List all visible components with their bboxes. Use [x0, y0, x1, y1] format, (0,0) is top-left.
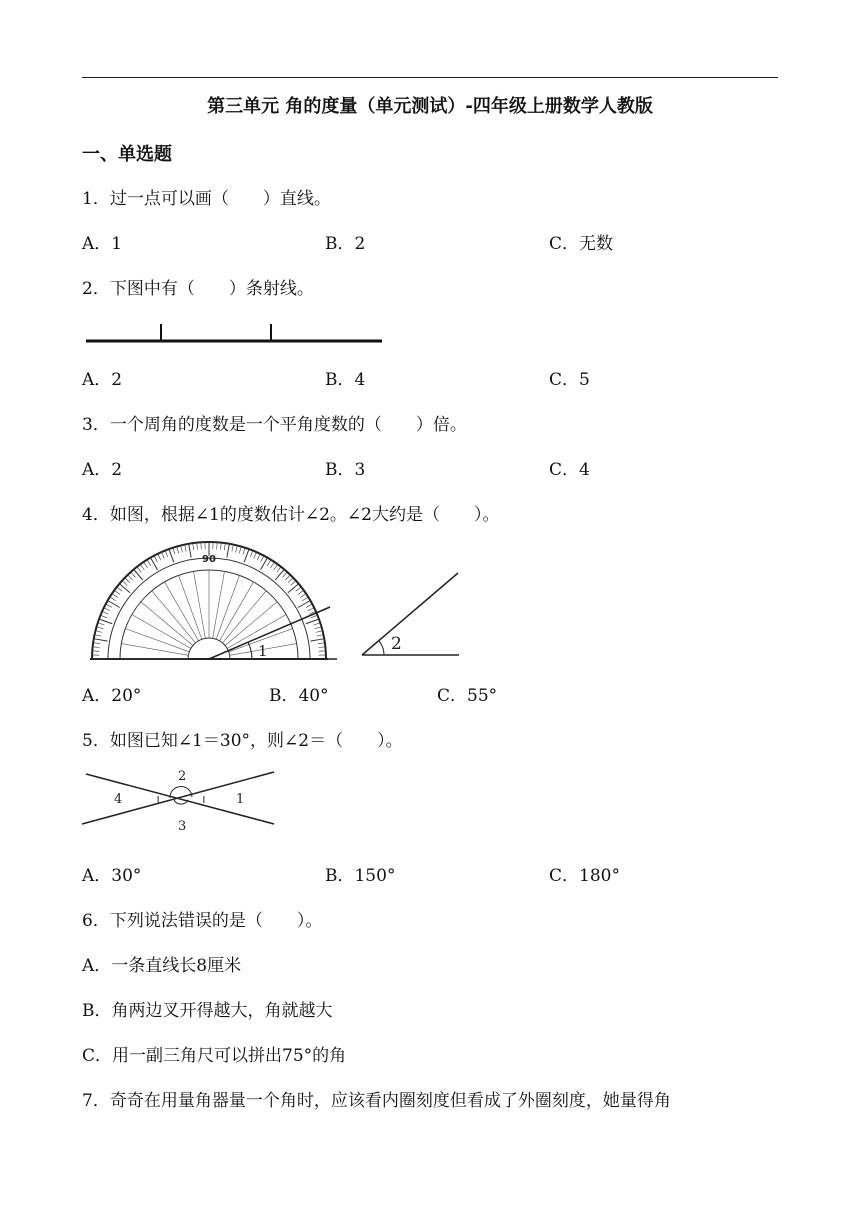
protractor-90-mark: 90 [202, 554, 216, 565]
angle-3-mark: 3 [178, 819, 187, 832]
q6-option-a: A．一条直线长8厘米 [82, 956, 242, 976]
angle-4-mark: 4 [114, 792, 123, 807]
q4-option-b: B．40° [269, 686, 329, 706]
q5-option-c: C．180° [549, 866, 620, 886]
angle-1-label: 1 [258, 642, 268, 660]
q4-option-a: A．20° [82, 686, 142, 706]
q3-option-a: A．2 [82, 460, 123, 480]
question-5: 5．如图已知∠1＝30°，则∠2＝（ ）。 [82, 731, 403, 751]
rays-figure [84, 318, 384, 350]
q2-option-c: C．5 [549, 370, 590, 390]
protractor-figure [82, 537, 494, 667]
angle-2-label: 2 [391, 634, 402, 654]
q3-option-b: B．3 [325, 460, 366, 480]
intersecting-lines-figure [80, 766, 280, 832]
angle-1-mark: 1 [236, 792, 245, 807]
q1-option-b: B．2 [325, 234, 366, 254]
q3-option-c: C．4 [549, 460, 590, 480]
q6-option-c: C．用一副三角尺可以拼出75°的角 [82, 1046, 347, 1066]
header-rule [82, 77, 778, 78]
question-4: 4．如图，根据∠1的度数估计∠2。∠2大约是（ ）。 [82, 505, 500, 525]
question-2: 2．下图中有（ ）条射线。 [82, 279, 314, 299]
q2-option-b: B．4 [325, 370, 366, 390]
angle-2-mark: 2 [178, 769, 187, 784]
question-3: 3．一个周角的度数是一个平角度数的（ ）倍。 [82, 415, 467, 435]
q2-option-a: A．2 [82, 370, 123, 390]
q1-option-a: A．1 [82, 234, 123, 254]
section-heading: 一、单选题 [82, 144, 172, 165]
question-6: 6．下列说法错误的是（ ）。 [82, 911, 323, 931]
protractor-image [90, 542, 328, 659]
question-1: 1．过一点可以画（ ）直线。 [82, 189, 331, 209]
q1-option-c: C．无数 [549, 234, 614, 254]
q5-option-b: B．150° [325, 866, 396, 886]
question-7: 7．奇奇在用量角器量一个角时，应该看内圈刻度但看成了外圈刻度，她量得角 [82, 1091, 671, 1111]
q6-option-b: B．角两边叉开得越大，角就越大 [82, 1001, 333, 1021]
q4-option-c: C．55° [437, 686, 498, 706]
page-title: 第三单元 角的度量（单元测试）-四年级上册数学人教版 [207, 96, 653, 117]
q5-option-a: A．30° [82, 866, 142, 886]
